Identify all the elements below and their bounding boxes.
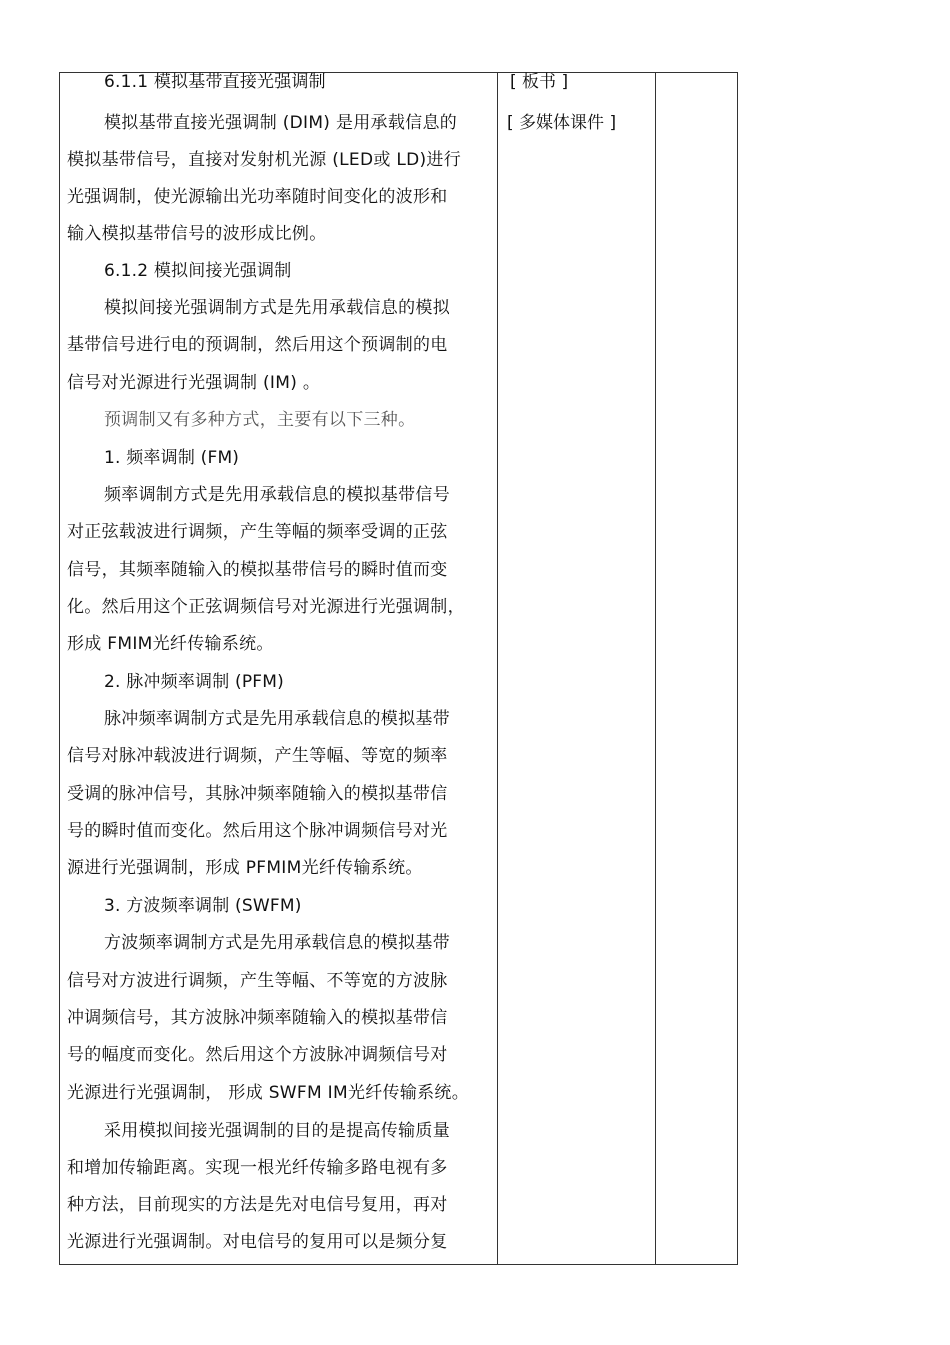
paragraph-line: 对正弦载波进行调频，产生等幅的频率受调的正弦 [67,522,448,542]
paragraph-line: 脉冲频率调制方式是先用承载信息的模拟基带 [104,709,450,729]
paragraph-line: 受调的脉冲信号，其脉冲频率随输入的模拟基带信 [67,784,448,804]
paragraph-line: 光强调制，使光源输出光功率随时间变化的波形和 [67,187,448,207]
paragraph-line: 采用模拟间接光强调制的目的是提高传输质量 [104,1121,450,1141]
paragraph-line: 模拟间接光强调制方式是先用承载信息的模拟 [104,298,450,318]
paragraph-line: 基带信号进行电的预调制，然后用这个预调制的电 [67,335,448,355]
paragraph-line: 种方法，目前现实的方法是先对电信号复用，再对 [67,1195,448,1215]
section-heading-611: 6.1.1 模拟基带直接光强调制 [104,72,326,92]
paragraph-line: 预调制又有多种方式，主要有以下三种。 [104,410,416,430]
paragraph-line: 模拟基带信号，直接对发射机光源 (LED或 LD)进行 [67,150,462,170]
column-divider-2 [655,72,656,1265]
side-note-multimedia: [ 多媒体课件 ] [507,113,617,133]
item-heading-pfm: 2. 脉冲频率调制 (PFM) [104,672,284,692]
paragraph-line: 号的瞬时值而变化。然后用这个脉冲调频信号对光 [67,821,448,841]
paragraph-line: 信号对方波进行调频，产生等幅、不等宽的方波脉 [67,971,448,991]
paragraph-line: 形成 FMIM光纤传输系统。 [67,634,274,654]
item-heading-swfm: 3. 方波频率调制 (SWFM) [104,896,302,916]
column-divider-1 [497,72,498,1265]
paragraph-line: 信号对脉冲载波进行调频，产生等幅、等宽的频率 [67,746,448,766]
paragraph-line: 信号对光源进行光强调制 (IM) 。 [67,373,321,393]
item-heading-fm: 1. 频率调制 (FM) [104,448,240,468]
paragraph-line: 和增加传输距离。实现一根光纤传输多路电视有多 [67,1158,448,1178]
paragraph-line: 源进行光强调制，形成 PFMIM光纤传输系统。 [67,858,423,878]
paragraph-line: 冲调频信号，其方波脉冲频率随输入的模拟基带信 [67,1008,448,1028]
paragraph-line: 模拟基带直接光强调制 (DIM) 是用承载信息的 [104,113,458,133]
side-note-blackboard: [ 板书 ] [510,72,569,92]
paragraph-line: 光源进行光强调制。对电信号的复用可以是频分复 [67,1232,448,1252]
paragraph-line: 输入模拟基带信号的波形成比例。 [67,224,327,244]
paragraph-line: 信号，其频率随输入的模拟基带信号的瞬时值而变 [67,560,448,580]
section-heading-612: 6.1.2 模拟间接光强调制 [104,261,292,281]
paragraph-line: 化。然后用这个正弦调频信号对光源进行光强调制， [67,597,465,617]
paragraph-line: 光源进行光强调制， 形成 SWFM IM光纤传输系统。 [67,1083,470,1103]
paragraph-line: 号的幅度而变化。然后用这个方波脉冲调频信号对 [67,1045,448,1065]
paragraph-line: 方波频率调制方式是先用承载信息的模拟基带 [104,933,450,953]
paragraph-line: 频率调制方式是先用承载信息的模拟基带信号 [104,485,450,505]
